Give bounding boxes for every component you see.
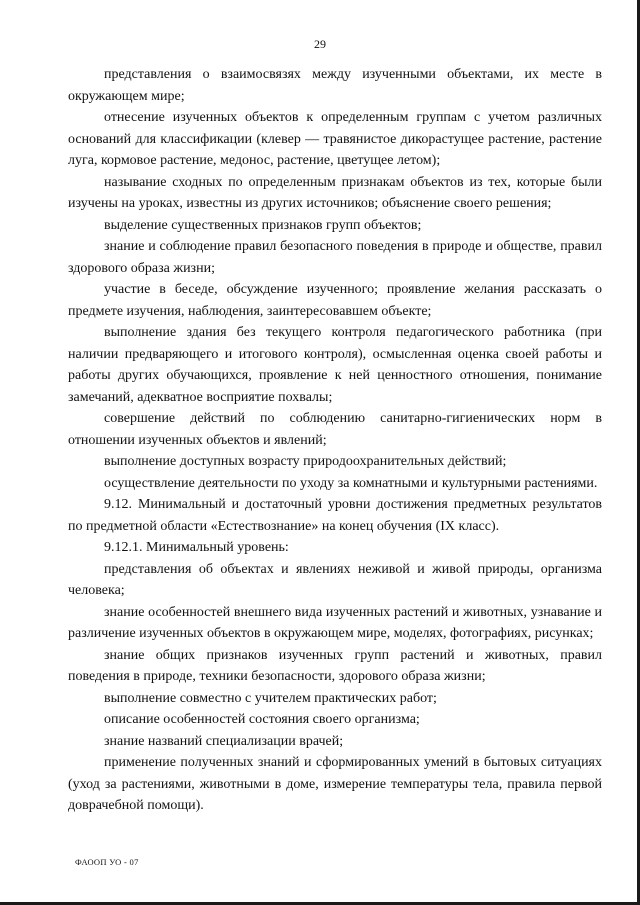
- paragraph: описание особенностей состояния своего организма;: [104, 712, 420, 727]
- paragraph: отнесение изученных объектов к определенным группам с учетом различных оснований для классификации (клевер — травянистое дикорастущее растение, растение луга, кормовое растение, медонос, растение, цветущее летом);: [68, 110, 602, 168]
- document-body: [68, 64, 602, 817]
- paragraph: выполнение совместно с учителем практических работ;: [104, 690, 437, 706]
- paragraph: представления о взаимосвязях между изученными объектами, их месте в окружающем мире;: [68, 67, 602, 104]
- paragraph: знание названий специализации врачей;: [104, 733, 344, 749]
- paragraph: называние сходных по определенным признакам объектов из тех, которые были изучены на уроках, известны из других источников; объяснение своего решения;: [68, 174, 602, 211]
- footer-document-code: ФАООП УО - 07: [75, 857, 139, 867]
- paragraph: участие в беседе, обсуждение изученного; проявление желания рассказать о предмете изучения, наблюдения, заинтересовавшем объекте;: [68, 282, 602, 319]
- paragraph: осуществление деятельности по уходу за комнатными и культурными растениями.: [104, 475, 598, 491]
- page-number: 29: [314, 37, 326, 51]
- paragraph: представления об объектах и явлениях неживой и живой природы, организма человека;: [68, 561, 602, 598]
- paragraph: знание и соблюдение правил безопасного поведения в природе и обществе, правил здорового образа жизни;: [68, 239, 602, 276]
- paragraph: знание общих признаков изученных групп растений и животных, правил поведения в природе, техники безопасности, здорового образа жизни;: [68, 647, 602, 684]
- paragraph: знание особенностей внешнего вида изученных растений и животных, узнавание и различение изученных объектов в окружающем мире, моделях, фотографиях, рисунках;: [68, 604, 602, 641]
- paragraph: выполнение доступных возрасту природоохранительных действий;: [104, 454, 507, 469]
- subsection-heading: 9.12.1. Минимальный уровень:: [104, 540, 289, 555]
- paragraph: применение полученных знаний и сформированных умений в бытовых ситуациях (уход за растениями, животными в доме, измерение температуры тела, правила первой доврачебной помощи).: [68, 755, 602, 813]
- section-heading: 9.12. Минимальный и достаточный уровни достижения предметных результатов по предметной области «Естествознание» на конец обучения (IX класс).: [68, 497, 602, 534]
- paragraph: выделение существенных признаков групп объектов;: [104, 217, 422, 233]
- paragraph: совершение действий по соблюдению санитарно-гигиенических норм в отношении изученных объектов и явлений;: [68, 411, 602, 448]
- paragraph: выполнение здания без текущего контроля педагогического работника (при наличии предваряющего и итогового контроля), осмысленная оценка своей работы и работы других обучающихся, проявление к ней ценностного отношения, понимание замечаний, адекватное восприятие похвалы;: [68, 325, 602, 405]
